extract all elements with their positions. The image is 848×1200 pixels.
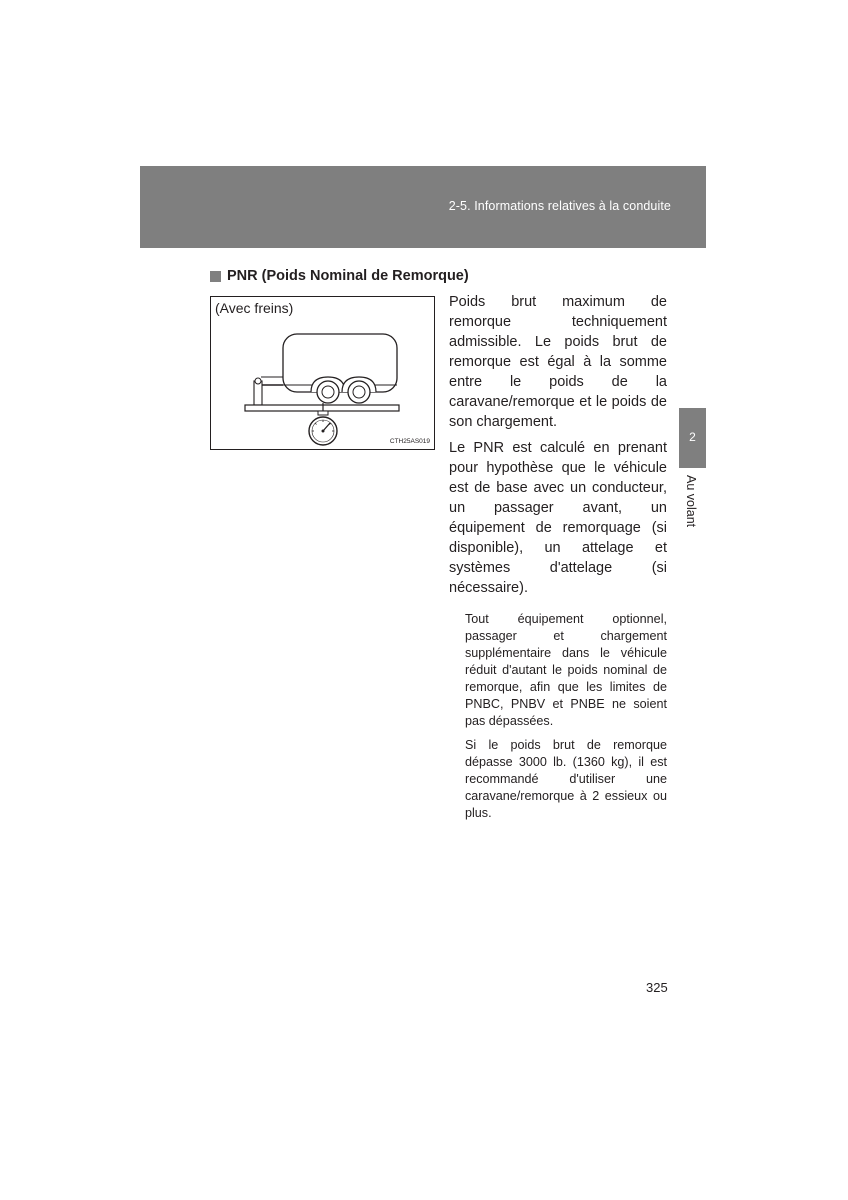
section-title: 2-5. Informations relatives à la conduite: [448, 199, 671, 213]
header-band: [140, 166, 706, 248]
note-optional-equipment: Tout équipement optionnel, passager et chargement supplémentaire dans le véhicule réduit d'autant le poids nominal de remorque, afin que les limites de PNBC, PNBV et PNBE ne soient pas dépassées.: [465, 612, 667, 728]
paragraph-calculation: Le PNR est calculé en prenant pour hypothèse que le véhicule est de base avec un conducteur, un passager avant, un équipement de remorquage (si disponible), un attelage et systèmes d'attelage (si nécessaire).: [449, 440, 667, 596]
paragraph-definition: Poids brut maximum de remorque techniquement admissible. Le poids brut de remorque est égal à la somme entre le poids de la caravane/remorque et le poids de son chargement.: [449, 294, 667, 430]
chapter-number: 2: [689, 430, 696, 444]
trailer-illustration: [210, 296, 435, 450]
notes: [465, 611, 667, 829]
scale-gauge-icon: [309, 417, 337, 445]
figure-caption: (Avec freins): [215, 300, 294, 316]
trailer-icon: [211, 297, 436, 451]
section-heading: [210, 268, 469, 284]
note-axles: Si le poids brut de remorque dépasse 3000 lb. (1360 kg), il est recommandé d'utiliser une caravane/remorque à 2 essieux ou plus.: [465, 738, 667, 820]
chapter-tab: [679, 408, 706, 468]
page-number: 325: [646, 980, 668, 995]
main-text: [449, 292, 667, 604]
heading-bullet-icon: [210, 271, 221, 282]
chapter-label: Au volant: [684, 475, 698, 528]
figure-code: CTH25AS019: [389, 438, 430, 445]
section-heading-text: PNR (Poids Nominal de Remorque): [227, 268, 469, 284]
